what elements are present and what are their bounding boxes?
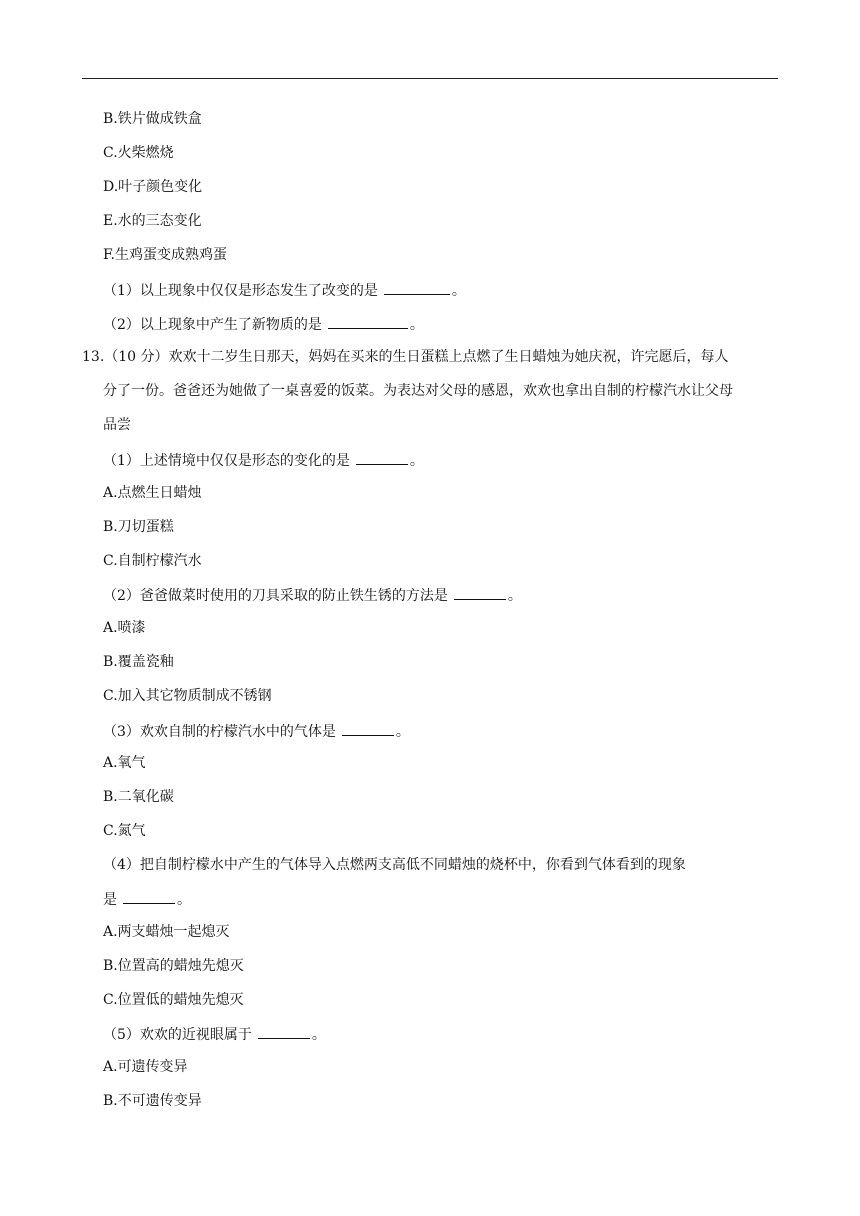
q13-sub4-option-b: B.位置高的蜡烛先熄灭: [103, 958, 244, 974]
q13-sub3-prompt: （3）欢欢自制的柠檬汽水中的气体是: [103, 724, 336, 740]
q12-sub1-prompt: （1）以上现象中仅仅是形态发生了改变的是: [103, 283, 378, 299]
q13-sub4-period: 。: [177, 892, 191, 908]
q13-sub1-option-c: C.自制柠檬汽水: [103, 553, 202, 569]
q13-stem-line3: 品尝: [103, 417, 131, 433]
q13-sub2-option-a: A.喷漆: [103, 620, 146, 636]
q13-sub4-option-c: C.位置低的蜡烛先熄灭: [103, 992, 244, 1008]
q13-sub5-option-b: B.不可遗传变异: [103, 1093, 202, 1109]
q12-sub2-period: 。: [409, 317, 424, 333]
q13-sub1-option-a: A.点燃生日蜡烛: [103, 485, 202, 501]
q13-sub2: [103, 584, 522, 606]
q12-sub1-answer-blank[interactable]: [384, 279, 450, 295]
q13-sub4-line1: （4）把自制柠檬水中产生的气体导入点燃两支高低不同蜡烛的烧杯中，你看到气体看到的现象: [103, 857, 686, 873]
q13-sub3-answer-blank[interactable]: [342, 720, 394, 736]
header-rule: [82, 78, 778, 79]
q13-sub4-answer-blank[interactable]: [123, 888, 175, 904]
q12-option-b: B.铁片做成铁盒: [103, 111, 202, 127]
q13-sub5-period: 。: [311, 1027, 326, 1043]
q13-sub2-answer-blank[interactable]: [454, 584, 506, 600]
q13-sub1-option-b: B.刀切蛋糕: [103, 519, 174, 535]
q13-sub3-option-a: A.氧气: [103, 755, 146, 771]
q13-sub3-option-b: B.二氧化碳: [103, 789, 174, 805]
q12-sub2-answer-blank[interactable]: [328, 313, 408, 329]
q12-sub1-period: 。: [451, 283, 466, 299]
q13-stem-line2: 分了一份。爸爸还为她做了一桌喜爱的饭菜。为表达对父母的感恩，欢欢也拿出自制的柠檬汽水让父母: [103, 383, 733, 399]
q13-sub2-prompt: （2）爸爸做菜时使用的刀具采取的防止铁生锈的方法是: [103, 588, 448, 604]
q13-sub5-answer-blank[interactable]: [258, 1023, 310, 1039]
q13-stem-line1: 13.（10 分）欢欢十二岁生日那天，妈妈在买来的生日蛋糕上点燃了生日蜡烛为她庆祝，许完愿后，每人: [82, 349, 729, 365]
q13-sub2-option-b: B.覆盖瓷釉: [103, 654, 174, 670]
q12-sub2: [103, 313, 424, 335]
q12-sub2-prompt: （2）以上现象中产生了新物质的是: [103, 317, 322, 333]
q13-sub1: [103, 449, 424, 471]
q13-sub3: [103, 720, 410, 742]
q13-sub4-line2: [103, 888, 191, 910]
q13-sub4-option-a: A.两支蜡烛一起熄灭: [103, 924, 230, 940]
q12-option-f: F.生鸡蛋变成熟鸡蛋: [103, 247, 227, 263]
q12-sub1: [103, 279, 466, 301]
q13-sub2-option-c: C.加入其它物质制成不锈钢: [103, 688, 272, 704]
q13-sub1-period: 。: [409, 453, 424, 469]
q12-option-e: E.水的三态变化: [103, 213, 202, 229]
q13-sub5-option-a: A.可遗传变异: [103, 1059, 188, 1075]
q13-sub3-option-c: C.氮气: [103, 823, 146, 839]
q13-sub3-period: 。: [395, 724, 410, 740]
q12-option-c: C.火柴燃烧: [103, 145, 174, 161]
q13-sub4-prompt: 是: [103, 892, 117, 908]
q13-sub1-answer-blank[interactable]: [356, 449, 408, 465]
q12-option-d: D.叶子颜色变化: [103, 179, 203, 195]
q13-sub5: [103, 1023, 326, 1045]
q13-sub5-prompt: （5）欢欢的近视眼属于: [103, 1027, 252, 1043]
q13-sub1-prompt: （1）上述情境中仅仅是形态的变化的是: [103, 453, 350, 469]
q13-sub2-period: 。: [507, 588, 522, 604]
